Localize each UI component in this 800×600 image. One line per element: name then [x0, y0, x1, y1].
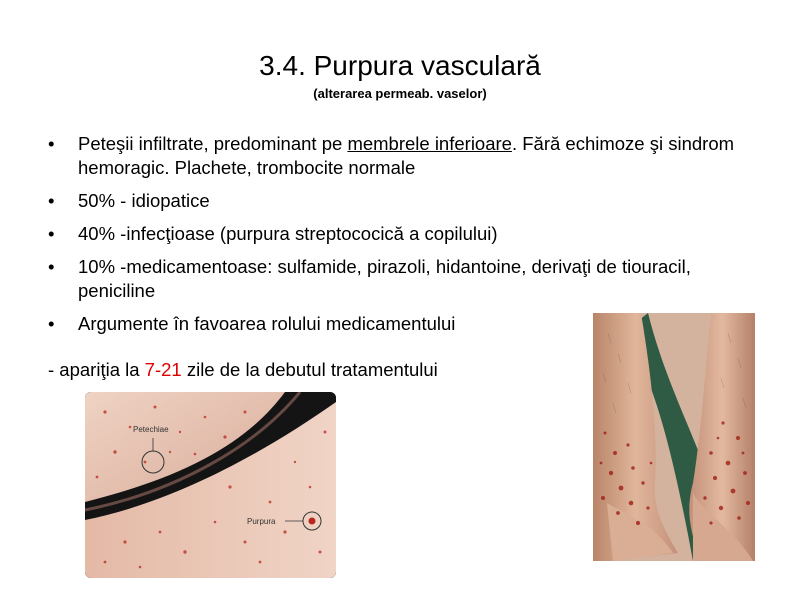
bullet-icon: •	[48, 313, 55, 334]
petechiae-photo	[85, 392, 336, 578]
dash-line	[48, 358, 438, 382]
bullet-text: Argumente în favoarea rolului medicamentului	[78, 313, 456, 334]
bullet-icon: •	[48, 133, 55, 154]
petechiae-label: Petechiae	[133, 425, 169, 434]
bullet-text-pre: Peteşii infiltrate, predominant pe	[78, 133, 348, 154]
dash-line-post: zile de la debutul tratamentului	[181, 359, 438, 380]
dash-line-highlight: 7-21	[144, 359, 182, 380]
bullet-icon: •	[48, 256, 55, 277]
bullet-text-underlined: membrele inferioare	[347, 133, 512, 154]
bullet-item	[48, 132, 748, 180]
slide-subtitle: (alterarea permeab. vaselor)	[313, 86, 487, 101]
bullet-text: 50% - idiopatice	[78, 190, 210, 211]
legs-purpura-photo	[593, 313, 755, 561]
bullet-text-post: . Fără echimoze şi sindrom hemoragic. Plachete, trombocite normale	[78, 133, 735, 178]
bullet-text: 10% -medicamentoase: sulfamide, pirazoli, hidantoine, derivaţi de tiouracil, peniciline	[78, 256, 691, 301]
bullet-item	[48, 222, 748, 246]
petechiae-photo-graphic	[85, 392, 336, 578]
slide-title: 3.4. Purpura vasculară	[259, 50, 541, 81]
bullet-text: 40% -infecţioase (purpura streptococică a copilului)	[78, 223, 498, 244]
legs-purpura-photo-graphic	[593, 313, 755, 561]
bullet-item	[48, 255, 748, 303]
dash-line-pre: - apariţia la	[48, 359, 145, 380]
bullet-icon: •	[48, 223, 55, 244]
purpura-label: Purpura	[247, 517, 276, 526]
bullet-item	[48, 189, 748, 213]
bullet-icon: •	[48, 190, 55, 211]
